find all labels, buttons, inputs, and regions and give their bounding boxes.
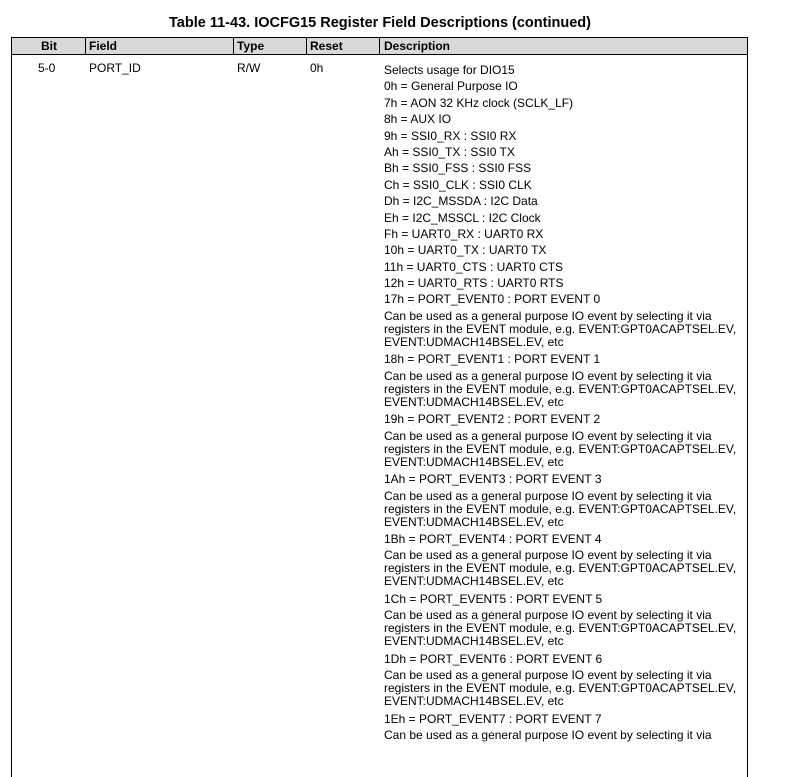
event-note-line: EVENT:UDMACH14BSEL.EV, etc [384, 514, 564, 529]
event-note-line: Can be used as a general purpose IO event by selecting it via [384, 668, 712, 683]
enum-value: 7h = AON 32 KHz clock (SCLK_LF) [384, 95, 574, 110]
enum-value: 12h = UART0_RTS : UART0 RTS [384, 276, 564, 291]
event-note-line: EVENT:UDMACH14BSEL.EV, etc [384, 334, 564, 349]
event-value: 1Bh = PORT_EVENT4 : PORT EVENT 4 [384, 532, 602, 547]
column-divider [306, 37, 307, 55]
cell-type: R/W [237, 61, 261, 75]
event-note-line: registers in the EVENT module, e.g. EVENT:GPT0ACAPTSEL.EV, [384, 681, 737, 696]
enum-value: Dh = I2C_MSSDA : I2C Data [384, 194, 538, 209]
enum-value: 8h = AUX IO [384, 112, 452, 127]
event-note-partial: Can be used as a general purpose IO event by selecting it via [384, 728, 712, 743]
event-note-line: registers in the EVENT module, e.g. EVENT:GPT0ACAPTSEL.EV, [384, 441, 737, 456]
event-value: 17h = PORT_EVENT0 : PORT EVENT 0 [384, 292, 601, 307]
event-note [384, 370, 744, 409]
event-note-line: Can be used as a general purpose IO event by selecting it via [384, 488, 712, 503]
event-note-line: registers in the EVENT module, e.g. EVENT:GPT0ACAPTSEL.EV, [384, 621, 737, 636]
event-note [384, 609, 744, 648]
event-note-line: Can be used as a general purpose IO event by selecting it via [384, 368, 712, 383]
event-note-line: registers in the EVENT module, e.g. EVENT:GPT0ACAPTSEL.EV, [384, 321, 737, 336]
event-note-line: Can be used as a general purpose IO event by selecting it via [384, 428, 712, 443]
header-type: Type [237, 39, 265, 53]
header-description: Description [384, 39, 451, 53]
event-value: 1Dh = PORT_EVENT6 : PORT EVENT 6 [384, 651, 603, 666]
enum-value: 11h = UART0_CTS : UART0 CTS [384, 259, 564, 274]
event-note-line: Can be used as a general purpose IO event by selecting it via [384, 608, 712, 623]
event-note-line: EVENT:UDMACH14BSEL.EV, etc [384, 634, 564, 649]
event-value: 18h = PORT_EVENT1 : PORT EVENT 1 [384, 352, 601, 367]
event-note [384, 310, 744, 349]
cell-reset: 0h [310, 61, 324, 75]
event-note [384, 430, 744, 469]
cell-field: PORT_ID [89, 61, 141, 75]
event-note-line: EVENT:UDMACH14BSEL.EV, etc [384, 394, 564, 409]
enum-value: Eh = I2C_MSSCL : I2C Clock [384, 210, 541, 225]
event-note-line: EVENT:UDMACH14BSEL.EV, etc [384, 574, 564, 589]
enum-value: 0h = General Purpose IO [384, 79, 518, 94]
enum-value: 9h = SSI0_RX : SSI0 RX [384, 128, 517, 143]
enum-value: Bh = SSI0_FSS : SSI0 FSS [384, 161, 532, 176]
header-bit: Bit [41, 39, 57, 53]
event-note [384, 490, 744, 529]
enum-value: Ah = SSI0_TX : SSI0 TX [384, 144, 515, 159]
enum-value: Ch = SSI0_CLK : SSI0 CLK [384, 177, 532, 192]
event-note [384, 669, 744, 708]
event-value: 1Ch = PORT_EVENT5 : PORT EVENT 5 [384, 591, 603, 606]
header-field: Field [89, 39, 118, 53]
header-reset: Reset [310, 39, 343, 53]
event-note [384, 549, 744, 588]
event-note-line: EVENT:UDMACH14BSEL.EV, etc [384, 694, 564, 709]
event-note-line: registers in the EVENT module, e.g. EVENT:GPT0ACAPTSEL.EV, [384, 501, 737, 516]
column-divider [85, 37, 86, 55]
event-value: 19h = PORT_EVENT2 : PORT EVENT 2 [384, 412, 601, 427]
event-value: 1Eh = PORT_EVENT7 : PORT EVENT 7 [384, 711, 602, 726]
column-divider [379, 37, 380, 55]
event-note-line: Can be used as a general purpose IO event by selecting it via [384, 308, 712, 323]
enum-value: 10h = UART0_TX : UART0 TX [384, 243, 547, 258]
table-title: Table 11-43. IOCFG15 Register Field Descriptions (continued) [169, 15, 591, 31]
enum-value: Fh = UART0_RX : UART0 RX [384, 226, 544, 241]
register-field-table [11, 37, 748, 777]
event-note-line: registers in the EVENT module, e.g. EVENT:GPT0ACAPTSEL.EV, [384, 561, 737, 576]
cell-description [384, 64, 744, 745]
event-note-line: EVENT:UDMACH14BSEL.EV, etc [384, 454, 564, 469]
description-intro: Selects usage for DIO15 [384, 63, 515, 77]
event-note-line: registers in the EVENT module, e.g. EVENT:GPT0ACAPTSEL.EV, [384, 381, 737, 396]
cell-bit: 5-0 [38, 61, 56, 75]
event-value: 1Ah = PORT_EVENT3 : PORT EVENT 3 [384, 472, 602, 487]
column-divider [233, 37, 234, 55]
event-note-line: Can be used as a general purpose IO event by selecting it via [384, 548, 712, 563]
